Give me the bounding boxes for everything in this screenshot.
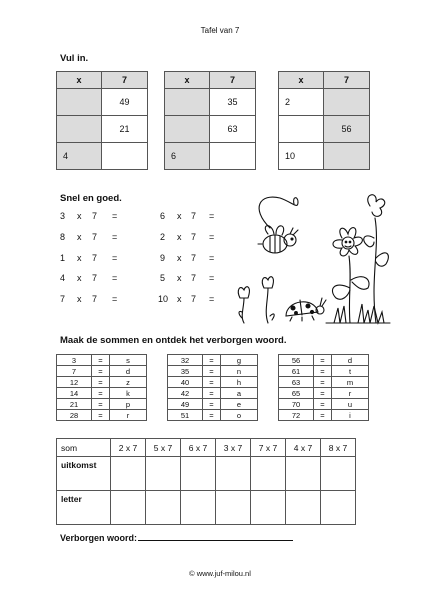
code-number: 14 <box>57 388 92 399</box>
cell[interactable] <box>165 116 210 143</box>
cell[interactable]: 2 <box>279 89 324 116</box>
letter-row <box>57 491 356 525</box>
code-letter: u <box>332 399 369 410</box>
cell[interactable] <box>57 116 102 143</box>
code-number: 72 <box>279 410 314 421</box>
equals: = <box>112 232 118 242</box>
code-number: 63 <box>279 377 314 388</box>
code-equals: = <box>92 366 110 377</box>
operator: x <box>177 232 182 242</box>
code-row <box>279 399 369 410</box>
code-number: 35 <box>168 366 203 377</box>
page-title: Tafel van 7 <box>200 26 240 35</box>
code-letter: m <box>332 377 369 388</box>
code-row <box>279 366 369 377</box>
cell[interactable] <box>324 89 370 116</box>
section1-heading: Vul in. <box>60 53 89 64</box>
code-row <box>279 388 369 399</box>
cell[interactable]: 49 <box>102 89 148 116</box>
code-equals: = <box>92 377 110 388</box>
code-table-1 <box>56 354 147 421</box>
cell[interactable]: 6 <box>165 143 210 170</box>
code-equals: = <box>203 355 221 366</box>
code-letter: k <box>110 388 147 399</box>
code-number: 7 <box>57 366 92 377</box>
code-number: 40 <box>168 377 203 388</box>
code-letter: d <box>110 366 147 377</box>
code-number: 12 <box>57 377 92 388</box>
cell[interactable] <box>102 143 148 170</box>
code-number: 32 <box>168 355 203 366</box>
fill-in-table-2 <box>164 71 256 170</box>
code-letter: g <box>221 355 258 366</box>
code-row <box>279 377 369 388</box>
code-letter: r <box>110 410 147 421</box>
row-label-som: som <box>57 439 111 457</box>
equals: = <box>209 294 215 304</box>
code-equals: = <box>92 399 110 410</box>
fill-in-table-3 <box>278 71 370 170</box>
hidden-word-line[interactable] <box>138 532 293 541</box>
code-letter: i <box>332 410 369 421</box>
column-header: 2 x 7 <box>111 439 146 457</box>
equals: = <box>209 211 215 221</box>
cell[interactable]: 63 <box>210 116 256 143</box>
answer-cell[interactable] <box>181 457 216 491</box>
answer-cell[interactable] <box>321 457 356 491</box>
answer-cell[interactable] <box>251 457 286 491</box>
operator: x <box>77 232 82 242</box>
code-number: 61 <box>279 366 314 377</box>
equals: = <box>112 211 118 221</box>
column-header: 4 x 7 <box>286 439 321 457</box>
code-equals: = <box>92 388 110 399</box>
operator: x <box>77 294 82 304</box>
operand: 7 <box>60 294 66 304</box>
letter-cell[interactable] <box>251 491 286 525</box>
answer-cell[interactable] <box>216 457 251 491</box>
code-equals: = <box>92 410 110 421</box>
grass-icon <box>326 304 390 323</box>
code-letter: p <box>110 399 147 410</box>
section3-heading: Maak de sommen en ontdek het verborgen woord. <box>60 335 287 346</box>
header-x: x <box>57 72 102 89</box>
operand: 7 <box>92 211 98 221</box>
cell[interactable] <box>57 89 102 116</box>
code-equals: = <box>314 399 332 410</box>
code-row <box>57 410 147 421</box>
code-number: 42 <box>168 388 203 399</box>
operand: 7 <box>191 211 197 221</box>
answer-table <box>56 438 356 525</box>
code-letter: r <box>332 388 369 399</box>
equals: = <box>112 294 118 304</box>
code-number: 56 <box>279 355 314 366</box>
code-number: 28 <box>57 410 92 421</box>
operator: x <box>77 211 82 221</box>
code-row <box>279 355 369 366</box>
operand: 7 <box>191 273 197 283</box>
code-row <box>57 399 147 410</box>
operand: 7 <box>191 232 197 242</box>
code-row <box>57 388 147 399</box>
flower-icon <box>364 195 389 323</box>
code-letter: n <box>221 366 258 377</box>
tulip-icon <box>238 277 274 323</box>
operator: x <box>177 273 182 283</box>
operand: 7 <box>92 273 98 283</box>
operand: 10 <box>158 294 169 304</box>
answer-cell[interactable] <box>146 457 181 491</box>
equals: = <box>209 273 215 283</box>
operand: 3 <box>60 211 66 221</box>
code-row <box>168 366 258 377</box>
code-row <box>168 399 258 410</box>
ladybug-icon <box>286 298 326 321</box>
footer-credit: © www.juf-milou.nl <box>189 569 251 578</box>
code-letter: t <box>332 366 369 377</box>
code-equals: = <box>203 377 221 388</box>
column-header: 7 x 7 <box>251 439 286 457</box>
section2-heading: Snel en goed. <box>60 193 122 204</box>
cell[interactable] <box>324 143 370 170</box>
cell[interactable] <box>165 89 210 116</box>
operand: 5 <box>160 273 166 283</box>
row-label-uitkomst: uitkomst <box>57 457 111 491</box>
operand: 8 <box>60 232 66 242</box>
operand: 7 <box>191 294 197 304</box>
column-header: 5 x 7 <box>146 439 181 457</box>
header-7: 7 <box>324 72 370 89</box>
operand: 4 <box>60 273 66 283</box>
operator: x <box>77 253 82 263</box>
operand: 7 <box>92 253 98 263</box>
code-letter: z <box>110 377 147 388</box>
code-row <box>57 366 147 377</box>
cell[interactable]: 21 <box>102 116 148 143</box>
header-x: x <box>279 72 324 89</box>
equals: = <box>209 232 215 242</box>
uitkomst-row <box>57 457 356 491</box>
code-number: 49 <box>168 399 203 410</box>
column-header: 3 x 7 <box>216 439 251 457</box>
cell[interactable]: 56 <box>324 116 370 143</box>
code-number: 21 <box>57 399 92 410</box>
letter-cell[interactable] <box>146 491 181 525</box>
code-equals: = <box>203 388 221 399</box>
equals: = <box>209 253 215 263</box>
code-number: 70 <box>279 399 314 410</box>
code-row <box>168 355 258 366</box>
operand: 7 <box>92 232 98 242</box>
code-row <box>279 410 369 421</box>
code-equals: = <box>314 377 332 388</box>
row-label-letter: letter <box>57 491 111 525</box>
hidden-word-label: Verborgen woord: <box>60 533 138 543</box>
header-7: 7 <box>210 72 256 89</box>
operator: x <box>177 253 182 263</box>
cell[interactable] <box>210 143 256 170</box>
equals: = <box>112 253 118 263</box>
code-table-2 <box>167 354 258 421</box>
illustration <box>230 188 395 333</box>
operand: 2 <box>160 232 166 242</box>
column-header: 8 x 7 <box>321 439 356 457</box>
code-row <box>168 410 258 421</box>
code-row <box>168 388 258 399</box>
fill-in-table-1 <box>56 71 148 170</box>
code-equals: = <box>314 410 332 421</box>
cell[interactable] <box>279 116 324 143</box>
operator: x <box>177 294 182 304</box>
equals: = <box>112 273 118 283</box>
code-letter: a <box>221 388 258 399</box>
cell[interactable]: 4 <box>57 143 102 170</box>
letter-cell[interactable] <box>111 491 146 525</box>
answer-cell[interactable] <box>286 457 321 491</box>
code-row <box>57 355 147 366</box>
code-equals: = <box>314 366 332 377</box>
code-equals: = <box>314 355 332 366</box>
letter-cell[interactable] <box>286 491 321 525</box>
letter-cell[interactable] <box>216 491 251 525</box>
flight-path-icon <box>259 197 298 228</box>
code-equals: = <box>92 355 110 366</box>
code-letter: e <box>221 399 258 410</box>
operand: 9 <box>160 253 166 263</box>
operator: x <box>77 273 82 283</box>
code-letter: d <box>332 355 369 366</box>
code-row <box>57 377 147 388</box>
answer-header-row <box>57 439 356 457</box>
code-equals: = <box>203 366 221 377</box>
cell[interactable]: 35 <box>210 89 256 116</box>
header-x: x <box>165 72 210 89</box>
hidden-word <box>60 532 293 543</box>
code-table-3 <box>278 354 369 421</box>
code-row <box>168 377 258 388</box>
operand: 7 <box>191 253 197 263</box>
code-number: 51 <box>168 410 203 421</box>
operand: 7 <box>92 294 98 304</box>
code-equals: = <box>314 388 332 399</box>
cell[interactable]: 10 <box>279 143 324 170</box>
letter-cell[interactable] <box>181 491 216 525</box>
code-number: 3 <box>57 355 92 366</box>
operator: x <box>177 211 182 221</box>
operand: 6 <box>160 211 166 221</box>
code-letter: h <box>221 377 258 388</box>
code-equals: = <box>203 410 221 421</box>
operand: 1 <box>60 253 66 263</box>
code-letter: o <box>221 410 258 421</box>
code-letter: s <box>110 355 147 366</box>
code-number: 65 <box>279 388 314 399</box>
bee-icon <box>258 226 298 253</box>
answer-cell[interactable] <box>111 457 146 491</box>
letter-cell[interactable] <box>321 491 356 525</box>
column-header: 6 x 7 <box>181 439 216 457</box>
code-equals: = <box>203 399 221 410</box>
header-7: 7 <box>102 72 148 89</box>
